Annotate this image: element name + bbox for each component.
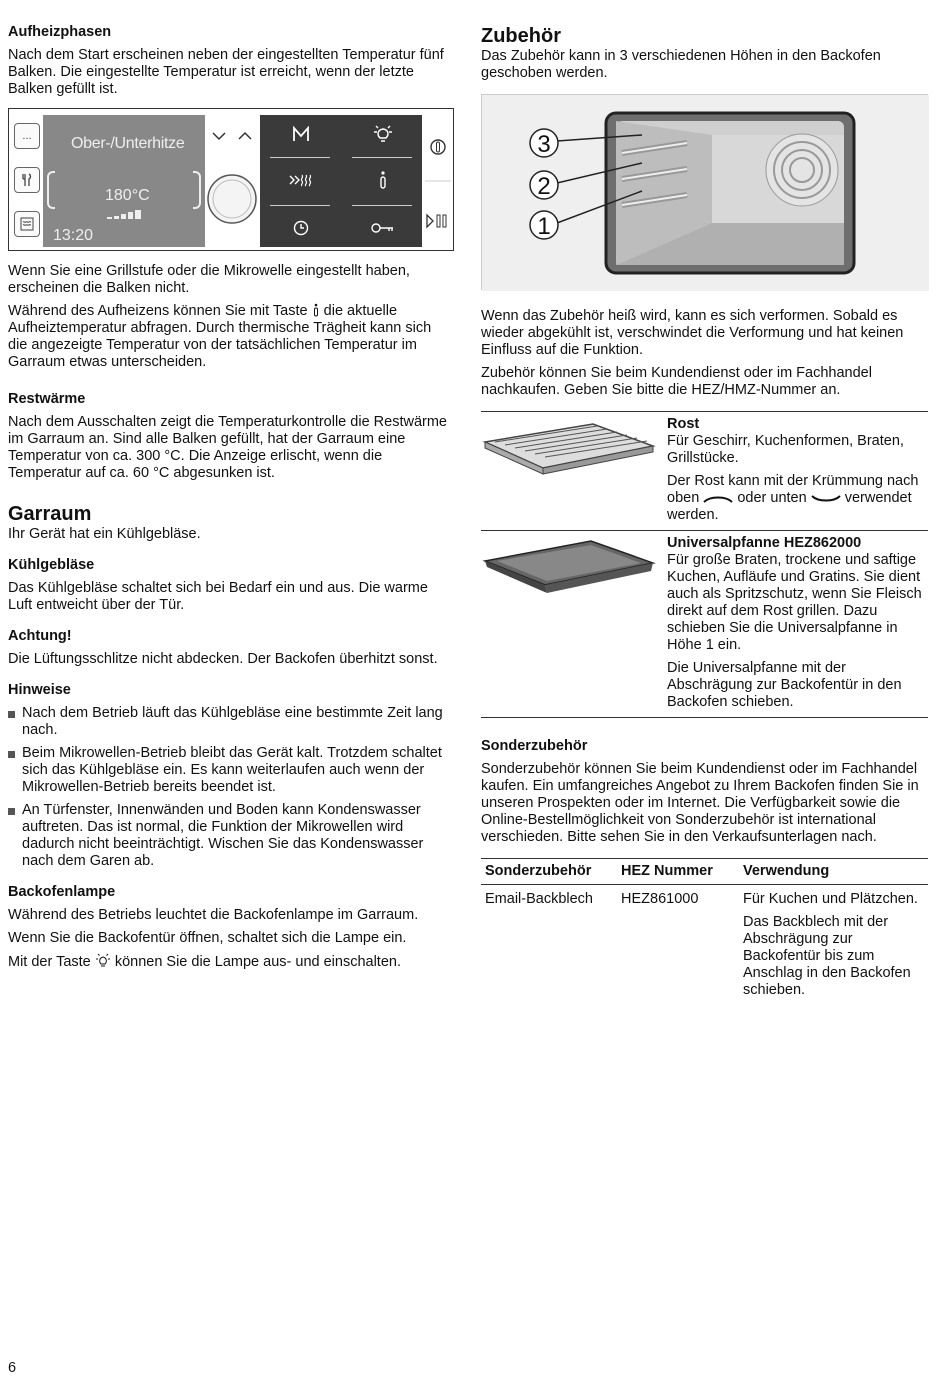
right-column (481, 24, 928, 1005)
rapid-heat-icon (270, 165, 332, 195)
oven-interior-image (482, 95, 929, 291)
table-cell: HEZ861000 (621, 891, 699, 907)
zubehoer-heading: Zubehör (481, 25, 561, 47)
rost-image (481, 412, 667, 530)
right-buttons (425, 115, 451, 247)
list-item: Beim Mikrowellen-Betrieb bleibt das Gerät kalt. Trotzdem schaltet sich das Kühlgebläse ein. Es kann weiterlaufen auch wenn der Mikrowellen-Betrieb bereits beendet ist. (8, 745, 454, 796)
hinweise-list (8, 705, 454, 870)
rost-desc: Für Geschirr, Kuchenformen, Braten, Grillstücke. (667, 433, 904, 466)
sonderzubehoer-text: Sonderzubehör können Sie beim Kundendienst oder im Fachhandel kaufen. Ein umfangreiches Angebot zu Ihrem Backofen finden Sie in unseren Prospekten oder im Internet. Die Verfügbarkeit sowie die Online-Bestellmöglichkeit von Sonderzubehör ist international verschieden. Bitte sehen Sie in den Verkaufsunterlagen nach. (481, 761, 919, 845)
curve-down-icon (811, 494, 841, 504)
menu-dots-button (14, 123, 40, 149)
baking-tray-icon (481, 531, 667, 611)
lampe-text-after: können Sie die Lampe aus- und einschalten. (114, 954, 401, 970)
display-bracket-right (193, 171, 201, 209)
garraum-heading: Garraum (8, 503, 92, 525)
use-text-1: Für Kuchen und Plätzchen. (743, 891, 918, 907)
table-row (481, 885, 928, 1006)
garraum-intro: Ihr Gerät hat ein Kühlgebläse. (8, 526, 201, 542)
table-header: Verwendung (739, 859, 928, 885)
lampe-text-before: Mit der Taste (8, 954, 91, 970)
info-icon (312, 303, 320, 317)
info-icon (352, 165, 414, 195)
restwaerme-text: Nach dem Ausschalten zeigt die Temperaturkontrolle die Restwärme im Garraum an. Sind alle Balken gefüllt, hat der Garraum eine Temperatur von ca. 300 °C. Die Anzeige erlischt, wenn die Temperatur auf ca. 60 °C abgesunken ist. (8, 414, 447, 481)
pfanne-text (667, 531, 928, 717)
lamp-icon (95, 953, 111, 968)
divider (270, 157, 330, 158)
lampe-text-1: Während des Betriebs leuchtet die Backofenlampe im Garraum. (8, 907, 419, 923)
level-label: 1 (537, 213, 551, 240)
rotary-knob-icon (205, 115, 259, 247)
dots-label: ... (22, 129, 32, 142)
oven-levels-illustration (481, 94, 928, 290)
restwaerme-heading: Restwärme (8, 391, 86, 407)
level-label: 2 (537, 173, 551, 200)
key-lock-icon (352, 213, 414, 243)
left-buttons (14, 115, 42, 245)
heat-waves-icon (14, 211, 40, 237)
knob-area (205, 115, 259, 247)
pfanne-title: Universalpfanne HEZ862000 (667, 535, 862, 551)
info-text-before: Während des Aufheizens können Sie mit Taste (8, 303, 308, 319)
rost-curve-text (667, 473, 928, 524)
info-text-after: die aktuelle Aufheiztemperatur abfragen. Durch thermische Trägheit kann sich die angezeigte Temperatur von der tatsächlichen Temperatur im Garraum etwas unterscheiden. (8, 303, 432, 370)
divider (270, 205, 330, 206)
table-header-row (481, 859, 928, 885)
left-column (8, 24, 454, 977)
level-label: 3 (537, 131, 551, 158)
cutlery-icon (14, 167, 40, 193)
curve-text-before: Der Rost kann mit der Krümmung nach oben (667, 473, 919, 506)
wire-rack-icon (481, 412, 667, 512)
rost-text (667, 412, 928, 530)
zubehoer-intro: Das Zubehör kann in 3 verschiedenen Höhen in den Backofen geschoben werden. (481, 48, 881, 81)
lampe-text-3 (8, 953, 454, 971)
display-bracket-left (47, 171, 55, 209)
accessory-universalpfanne (481, 531, 928, 717)
accessory-rost (481, 412, 928, 530)
curve-up-icon (703, 494, 733, 504)
use-text-2: Das Backblech mit der Abschrägung zur Backofentür bis zum Anschlag in den Backofen schieben. (743, 914, 911, 998)
display-mode: Ober-/Unterhitze (71, 135, 185, 152)
table-header: Sonderzubehör (481, 859, 617, 885)
kuehlgeblaese-heading: Kühlgebläse (8, 557, 95, 573)
display-time: 13:20 (53, 227, 94, 244)
table-cell (739, 885, 928, 1006)
list-item: An Türfenster, Innenwänden und Boden kann Kondenswasser auftreten. Das ist normal, die Funktion der Mikrowellen wird dadurch nicht beeinträchtigt. Wischen Sie das Kondenswasser nach dem Garen ab. (8, 802, 454, 870)
rost-title: Rost (667, 416, 700, 432)
pfanne-desc-2: Die Universalpfanne mit der Abschrägung zur Backofentür in den Backofen schieben. (667, 660, 902, 710)
curve-text-mid: oder unten (737, 490, 807, 506)
pfanne-desc: Für große Braten, trockene und saftige Kuchen, Aufläufe und Gratins. Sie dient auch als Spritzschutz, wenn Sie Fleisch direkt auf dem Rost grillen. Dazu schieben Sie die Universalpfanne in Höhe 1 ein. (667, 552, 922, 653)
clock-icon (270, 213, 332, 243)
table-cell: Email-Backblech (485, 891, 593, 907)
list-item: Nach dem Betrieb läuft das Kühlgebläse eine bestimmte Zeit lang nach. (8, 705, 454, 739)
display-temperature: 180°C (105, 187, 150, 204)
grill-note: Wenn Sie eine Grillstufe oder die Mikrowelle eingestellt haben, erscheinen die Balken nicht. (8, 263, 410, 296)
pfanne-image (481, 531, 667, 717)
sonderzubehoer-heading: Sonderzubehör (481, 738, 588, 754)
lamp-icon (352, 119, 414, 149)
aufheizphasen-heading: Aufheizphasen (8, 24, 112, 40)
page-number: 6 (8, 1360, 17, 1376)
hot-note: Wenn das Zubehör heiß wird, kann es sich verformen. Sobald es wieder abgekühlt ist, verschwindet die Verformung und hat keinen Einfluss auf die Funktion. (481, 308, 904, 358)
divider (352, 205, 412, 206)
aufheizphasen-text: Nach dem Start erscheinen neben der eingestellten Temperatur fünf Balken. Die eingestellte Temperatur ist erreicht, wenn der letzte Balken gefüllt ist. (8, 47, 444, 97)
divider (352, 157, 412, 158)
backofenlampe-heading: Backofenlampe (8, 884, 116, 900)
kuehlgeblaese-text: Das Kühlgebläse schaltet sich bei Bedarf ein und aus. Die warme Luft entweicht über der Tür. (8, 580, 428, 613)
info-key-text (8, 303, 454, 371)
heat-bars-icon (107, 209, 143, 219)
sonderzubehoer-table (481, 858, 928, 1005)
curve-text-after: verwendet werden. (667, 490, 912, 523)
lampe-text-2: Wenn Sie die Backofentür öffnen, schaltet sich die Lampe ein. (8, 930, 407, 946)
hinweise-heading: Hinweise (8, 682, 71, 698)
control-panel-illustration (8, 108, 454, 251)
power-start-icons (425, 115, 451, 247)
microwave-m-icon (270, 119, 332, 149)
oven-display (43, 115, 205, 247)
function-panel (260, 115, 422, 247)
achtung-heading: Achtung! (8, 628, 72, 644)
achtung-text: Die Lüftungsschlitze nicht abdecken. Der Backofen überhitzt sonst. (8, 651, 438, 667)
table-header: HEZ Nummer (617, 859, 739, 885)
buy-note: Zubehör können Sie beim Kundendienst oder im Fachhandel nachkaufen. Geben Sie bitte die HEZ/HMZ-Nummer an. (481, 365, 872, 398)
